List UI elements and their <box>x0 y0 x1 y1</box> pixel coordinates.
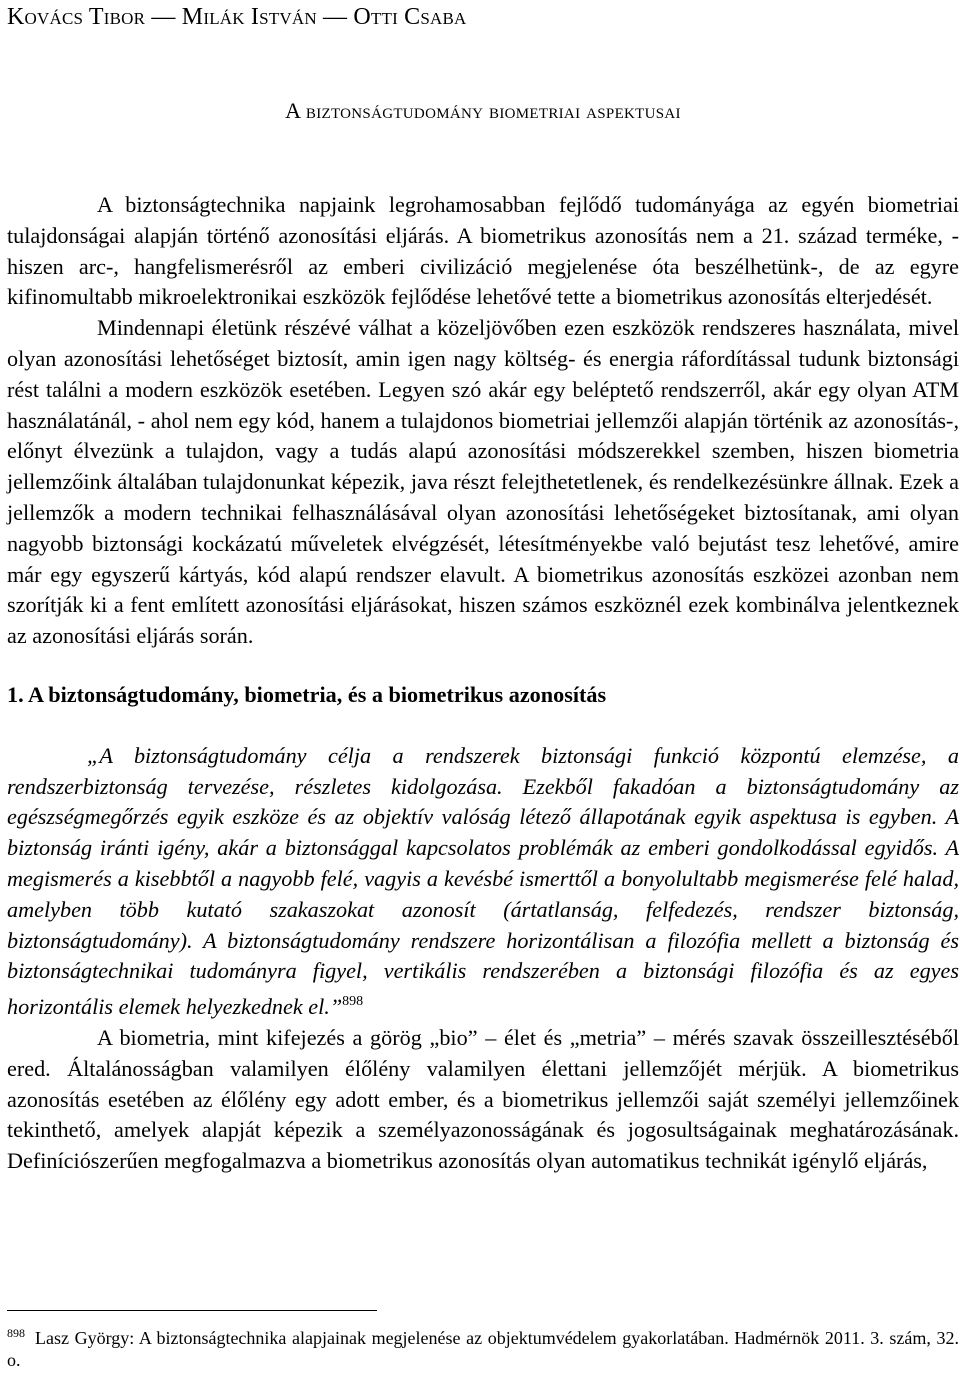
paragraph-intro: A biztonságtechnika napjaink legrohamosabban fejlődő tudományága az egyén biometriai tulajdonságai alapján történő azonosítási eljárás. A biometrikus azonosítás nem a 21. század terméke, - hiszen arc-, hangfelismerésről az emberi civilizáció megjelenése óta beszélhetünk-, de az egyre kifinomultabb mikroelektronikai eszközök fejlődése lehetővé tette a biometrikus azonosítás elterjedését. <box>7 192 959 310</box>
footnote-reference[interactable]: 898 <box>342 994 364 1010</box>
section-heading: 1. A biztonságtudomány, biometria, és a biometrikus azonosítás <box>7 681 607 707</box>
block-quote <box>7 741 959 1023</box>
footnote <box>7 1322 959 1371</box>
paragraph-biometria: A biometria, mint kifejezés a görög „bio” – élet és „metria” – mérés szavak összeillesztéséből ered. Általánosságban valamilyen élőlény valamilyen élettani jellemzőjét mérjük. A biometrikus azonosítás esetében az élőlény egy adott ember, és a biometrikus jellemzői saját személyi jellemzőinek tekinthető, amelyek alapját képezik a személyazonosságának és jogosultságainak meghatározásának. Definíciószerűen megfogalmazva a biometrikus azonosítás olyan automatikus technikát igénylő eljárás, <box>7 1024 959 1174</box>
footnote-text: Lasz György: A biztonságtechnika alapjainak megjelenése az objektumvédelem gyakorlatában. Hadmérnök 2011. 3. szám, 32. o. <box>7 1328 959 1370</box>
footnote-divider <box>7 1310 377 1311</box>
footnote-number: 898 <box>7 1326 25 1340</box>
body-text <box>7 190 959 1177</box>
paragraph-everyday-use: Mindennapi életünk részévé válhat a közeljövőben ezen eszközök rendszeres használata, mivel olyan azonosítási lehetőséget biztosít, amin igen nagy költség- és energia ráfordítással tudunk biztonsági rést találni a modern eszközök esetében. Legyen szó akár egy beléptető rendszerről, akár egy olyan ATM használatánál, - ahol nem egy kód, hanem a tulajdonos biometriai jellemzői alapján történik az azonosítás-, előnyt élvezünk a tulajdon, vagy a tudás alapú azonosítási módszerekkel szemben, hiszen biometria jellemzőink általában tulajdonunkat képezik, java részt felejthetetlenek, és rendelkezésünkre állnak. Ezek a jellemzők a modern technikai felhasználásával olyan azonosítási lehetőségeket biztosítanak, ami olyan nagyobb biztonsági kockázatú műveletek elvégzését, létesítményekbe való bejutást tesz lehetővé, amire már egy egyszerű kártyás, kód alapú rendszer elavult. A biometrikus azonosítás eszközei azonban nem szorítják ki a fent említett azonosítási eljárásokat, hiszen számos eszköznél ezek kombinálva jelentkeznek az azonosítási eljárás során. <box>7 315 959 649</box>
authors-line: Kovács Tibor — Milák István — Otti Csaba <box>7 4 467 30</box>
quote-text: „A biztonságtudomány célja a rendszerek biztonsági funkció központú elemzése, a rendszerbiztonság tervezése, részletes kidolgozása. Ezekből fakadóan a biztonságtudomány az egészségmegőrzés egyik eszköze és az objektív valóság létező állapotának egyik aspektusa is egyben. A biztonság iránti igény, akár a biztonsággal kapcsolatos problémák az emberi gondolkodással egyidős. A megismerés a kisebbtől a nagyobb felé, vagyis a kevésbé ismerttől a bonyolultabb megismerése felé halad, amelyben több kutató szakaszokat azonosít (ártatlanság, felfedezés, rendszer biztonság, biztonságtudomány). A biztonságtudomány rendszere horizontálisan a filozófia mellett a biztonság és biztonságtechnikai tudományra figyel, vertikális rendszerében a biztonsági filozófia és az egyes horizontális elemek helyezkednek el.” <box>7 742 959 1020</box>
paper-title: A biztonságtudomány biometriai aspektusai <box>285 98 681 123</box>
